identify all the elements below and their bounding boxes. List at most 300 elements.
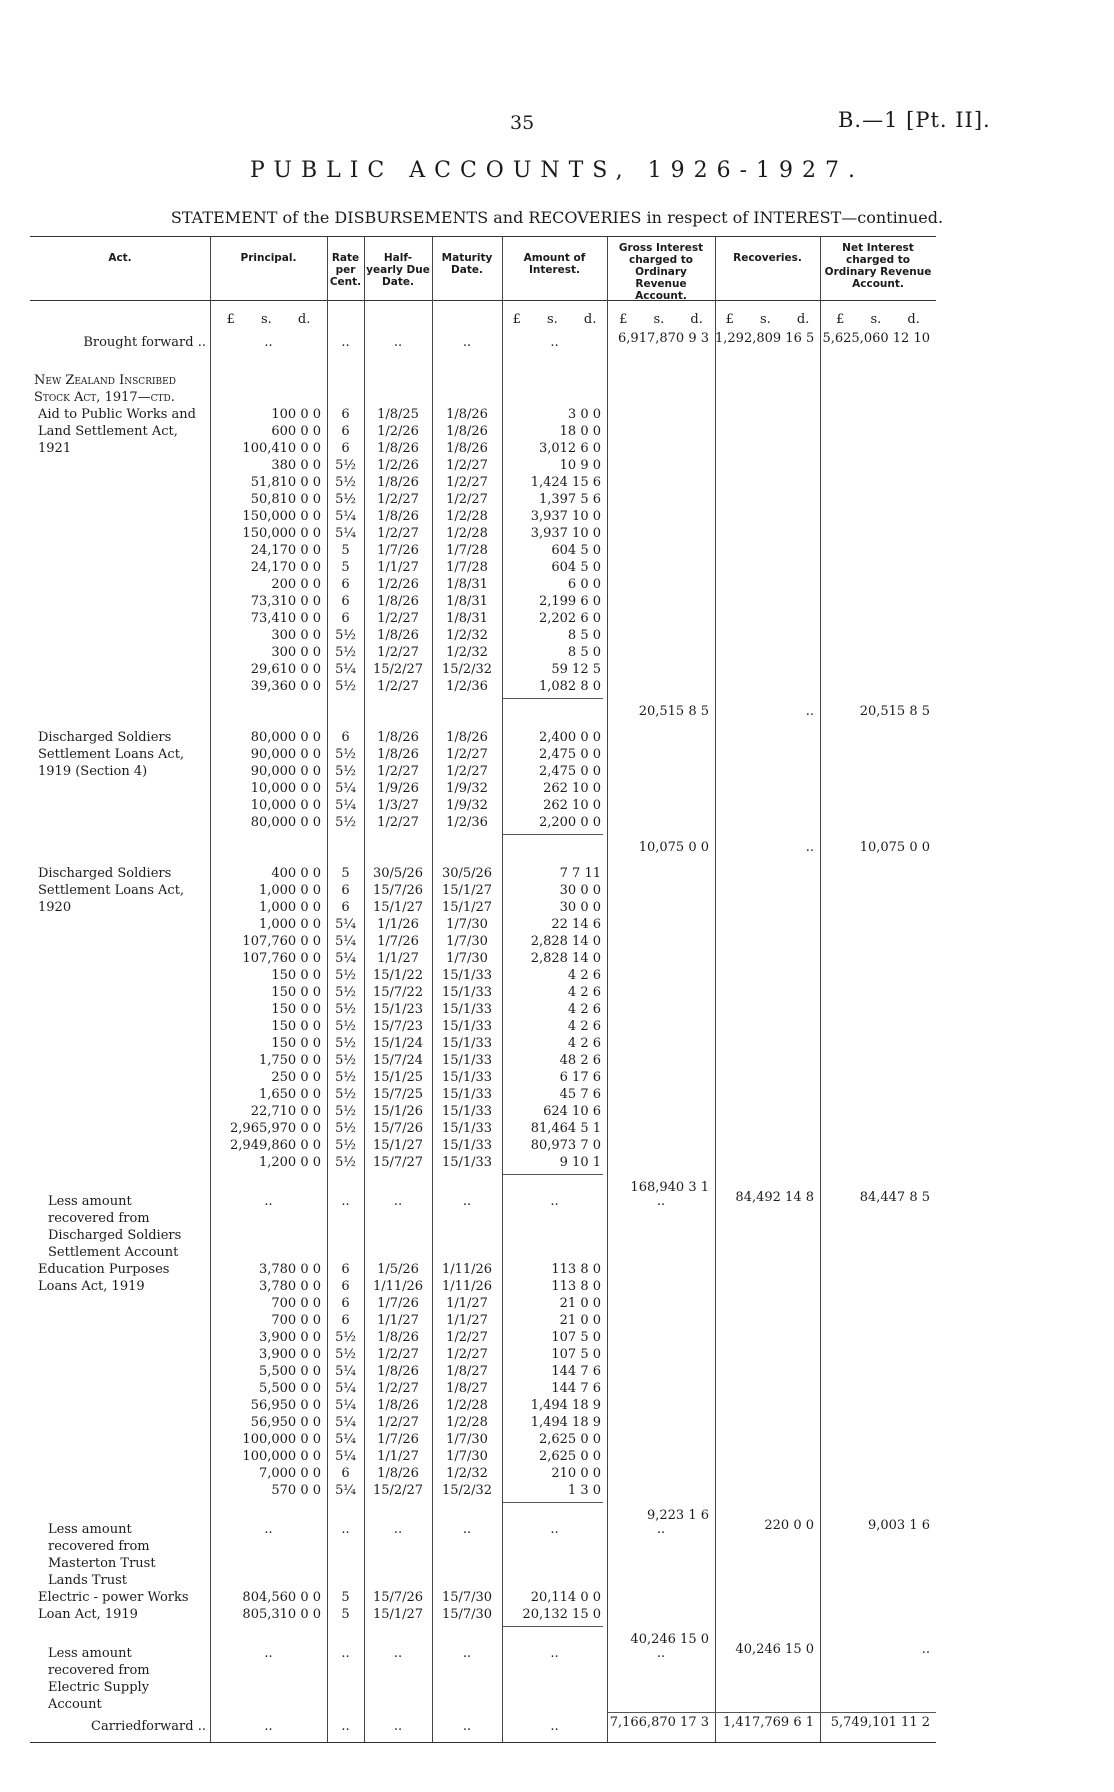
- rate-cell: 6: [341, 441, 350, 456]
- maturity-date-cell: 1/2/36: [446, 679, 488, 694]
- maturity-date-cell: 15/1/33: [441, 1155, 493, 1170]
- interest-amount-cell: 21 0 0: [559, 1313, 601, 1328]
- maturity-date-cell: 15/1/33: [441, 1087, 493, 1102]
- maturity-date-cell: 1/2/27: [446, 475, 488, 490]
- principal-cell: 3,900 0 0: [258, 1347, 321, 1362]
- maturity-date-cell: 1/2/27: [446, 1347, 488, 1362]
- maturity-date-cell: 1/8/27: [446, 1364, 488, 1379]
- less-gross: ..: [656, 1646, 666, 1661]
- due-date-cell: 1/8/26: [377, 1466, 419, 1481]
- due-date-cell: 15/1/26: [372, 1104, 424, 1119]
- principal-cell: 380 0 0: [271, 458, 321, 473]
- maturity-date-cell: 1/7/30: [446, 934, 488, 949]
- less-principal: ..: [264, 1194, 273, 1209]
- due-date-cell: 15/7/26: [372, 1590, 424, 1605]
- page-number: 35: [510, 112, 535, 134]
- maturity-date-cell: 15/1/33: [441, 1138, 493, 1153]
- section-net-interest: ..: [921, 1642, 930, 1657]
- maturity-date-cell: 15/1/27: [441, 883, 493, 898]
- rate-cell: 6: [341, 1313, 350, 1328]
- interest-amount-cell: 1,494 18 9: [530, 1398, 601, 1413]
- principal-cell: 1,000 0 0: [258, 917, 321, 932]
- principal-cell: 1,000 0 0: [258, 883, 321, 898]
- principal-cell: 400 0 0: [271, 866, 321, 881]
- interest-amount-cell: 2,828 14 0: [530, 934, 601, 949]
- section-act-name: Aid to Public Works and Land Settlement Act, 1921: [38, 407, 196, 456]
- principal-cell: 150,000 0 0: [242, 526, 321, 541]
- maturity-date-cell: 15/1/33: [441, 985, 493, 1000]
- less-principal: ..: [264, 1646, 273, 1661]
- principal-cell: 3,780 0 0: [258, 1262, 321, 1277]
- section-gross-interest: 168,940 3 1: [630, 1180, 709, 1195]
- due-date-cell: 1/2/26: [377, 458, 419, 473]
- principal-cell: 804,560 0 0: [242, 1590, 321, 1605]
- maturity-date-cell: 15/1/33: [441, 1002, 493, 1017]
- maturity-date-cell: 15/1/33: [441, 968, 493, 983]
- carried-forward-amount: ..: [550, 1719, 559, 1734]
- due-date-cell: 1/8/26: [377, 1398, 419, 1413]
- interest-amount-cell: 7 7 11: [559, 866, 601, 881]
- section-recoveries: 220 0 0: [764, 1518, 814, 1533]
- principal-cell: 56,950 0 0: [250, 1415, 321, 1430]
- principal-cell: 73,310 0 0: [250, 594, 321, 609]
- rate-cell: 5½: [335, 985, 356, 1000]
- due-date-cell: 15/7/27: [372, 1155, 424, 1170]
- interest-amount-cell: 262 10 0: [543, 781, 601, 796]
- principal-cell: 22,710 0 0: [250, 1104, 321, 1119]
- rate-cell: 6: [341, 1296, 350, 1311]
- rate-cell: 5½: [335, 1087, 356, 1102]
- less-amount: ..: [550, 1522, 559, 1537]
- due-date-cell: 1/5/26: [377, 1262, 419, 1277]
- interest-amount-cell: 48 2 6: [559, 1053, 601, 1068]
- interest-amount-cell: 144 7 6: [551, 1381, 601, 1396]
- due-date-cell: 1/7/26: [377, 1432, 419, 1447]
- principal-cell: 600 0 0: [271, 424, 321, 439]
- brought-forward-due: ..: [393, 335, 403, 350]
- principal-cell: 805,310 0 0: [242, 1607, 321, 1622]
- due-date-cell: 1/1/27: [377, 951, 419, 966]
- interest-amount-cell: 4 2 6: [567, 1019, 601, 1034]
- statement-subtitle: STATEMENT of the DISBURSEMENTS and RECOVERIES in respect of INTEREST—continued.: [170, 208, 944, 227]
- carried-forward-maturity: ..: [462, 1719, 472, 1734]
- carried-forward-label: Carriedforward ..: [91, 1719, 206, 1734]
- rate-cell: 5½: [335, 1053, 356, 1068]
- maturity-date-cell: 1/8/31: [446, 611, 488, 626]
- section-net-interest: 84,447 8 5: [859, 1190, 930, 1205]
- carried-forward-principal: ..: [264, 1719, 273, 1734]
- due-date-cell: 30/5/26: [372, 866, 424, 881]
- rate-cell: 5¼: [335, 1381, 356, 1396]
- interest-amount-cell: 107 5 0: [551, 1330, 601, 1345]
- interest-amount-cell: 30 0 0: [559, 900, 601, 915]
- rate-cell: 5: [341, 560, 350, 575]
- principal-cell: 250 0 0: [271, 1070, 321, 1085]
- principal-cell: 700 0 0: [271, 1313, 321, 1328]
- rate-cell: 6: [341, 424, 350, 439]
- interest-amount-cell: 22 14 6: [551, 917, 601, 932]
- due-date-cell: 1/8/26: [377, 1364, 419, 1379]
- maturity-date-cell: 15/1/33: [441, 1053, 493, 1068]
- less-amount: ..: [550, 1194, 559, 1209]
- less-maturity: ..: [462, 1646, 472, 1661]
- rate-cell: 5½: [335, 1347, 356, 1362]
- interest-amount-cell: 1,424 15 6: [530, 475, 601, 490]
- units-label: £ s. d.: [512, 312, 597, 327]
- due-date-cell: 1/2/27: [377, 526, 419, 541]
- principal-cell: 5,500 0 0: [258, 1381, 321, 1396]
- due-date-cell: 15/7/26: [372, 883, 424, 898]
- carried-forward-recoveries: 1,417,769 6 1: [723, 1715, 814, 1730]
- principal-cell: 100,000 0 0: [242, 1432, 321, 1447]
- rate-cell: 5: [341, 1590, 350, 1605]
- rate-cell: 5½: [335, 492, 356, 507]
- less-due: ..: [393, 1194, 403, 1209]
- due-date-cell: 15/2/27: [372, 1483, 424, 1498]
- maturity-date-cell: 15/1/33: [441, 1121, 493, 1136]
- maturity-date-cell: 1/7/30: [446, 917, 488, 932]
- rate-cell: 5¼: [335, 781, 356, 796]
- less-recovered-label: Less amount recovered from Electric Supply Account: [48, 1646, 150, 1712]
- principal-cell: 107,760 0 0: [242, 934, 321, 949]
- carried-forward-net: 5,749,101 11 2: [830, 1715, 930, 1730]
- interest-amount-cell: 2,828 14 0: [530, 951, 601, 966]
- rate-cell: 5¼: [335, 1483, 356, 1498]
- due-date-cell: 1/9/26: [377, 781, 419, 796]
- interest-amount-cell: 604 5 0: [551, 560, 601, 575]
- rate-cell: 5¼: [335, 509, 356, 524]
- less-maturity: ..: [462, 1522, 472, 1537]
- due-date-cell: 1/7/26: [377, 1296, 419, 1311]
- maturity-date-cell: 1/1/27: [446, 1313, 488, 1328]
- maturity-date-cell: 1/2/28: [446, 1398, 488, 1413]
- principal-cell: 570 0 0: [271, 1483, 321, 1498]
- interest-amount-cell: 6 17 6: [559, 1070, 601, 1085]
- rate-cell: 6: [341, 1262, 350, 1277]
- principal-cell: 100 0 0: [271, 407, 321, 422]
- due-date-cell: 15/2/27: [372, 662, 424, 677]
- interest-amount-cell: 45 7 6: [559, 1087, 601, 1102]
- interest-amount-cell: 3,937 10 0: [530, 509, 601, 524]
- section-act-name: Discharged Soldiers Settlement Loans Act, 1919 (Section 4): [38, 730, 185, 779]
- interest-amount-cell: 3,012 6 0: [538, 441, 601, 456]
- maturity-date-cell: 1/8/27: [446, 1381, 488, 1396]
- subtotal-rule: [502, 1502, 603, 1503]
- rate-cell: 5½: [335, 1036, 356, 1051]
- principal-cell: 3,780 0 0: [258, 1279, 321, 1294]
- principal-cell: 5,500 0 0: [258, 1364, 321, 1379]
- interest-amount-cell: 113 8 0: [551, 1262, 601, 1277]
- interest-amount-cell: 262 10 0: [543, 798, 601, 813]
- interest-amount-cell: 30 0 0: [559, 883, 601, 898]
- column-header-maturity: Maturity Date.: [441, 252, 493, 276]
- rate-cell: 5½: [335, 1155, 356, 1170]
- rate-cell: 5½: [335, 1002, 356, 1017]
- column-header-gross: Gross Interest charged to Ordinary Revenue Account.: [618, 242, 704, 302]
- less-due: ..: [393, 1522, 403, 1537]
- due-date-cell: 15/7/22: [372, 985, 424, 1000]
- rate-cell: 6: [341, 900, 350, 915]
- brought-forward-label: Brought forward ..: [83, 335, 206, 350]
- section-recoveries: ..: [805, 704, 814, 719]
- due-date-cell: 1/8/26: [377, 747, 419, 762]
- subtotal-rule: [502, 1174, 603, 1175]
- section-act-name: Education Purposes Loans Act, 1919: [38, 1262, 170, 1294]
- interest-amount-cell: 1,397 5 6: [538, 492, 601, 507]
- principal-cell: 24,170 0 0: [250, 560, 321, 575]
- maturity-date-cell: 1/2/28: [446, 526, 488, 541]
- due-date-cell: 1/7/26: [377, 934, 419, 949]
- interest-amount-cell: 3 0 0: [567, 407, 601, 422]
- interest-amount-cell: 59 12 5: [551, 662, 601, 677]
- maturity-date-cell: 1/7/28: [446, 543, 488, 558]
- carried-forward-due: ..: [393, 1719, 403, 1734]
- maturity-date-cell: 15/2/32: [441, 662, 493, 677]
- interest-amount-cell: 604 5 0: [551, 543, 601, 558]
- due-date-cell: 1/2/27: [377, 1347, 419, 1362]
- maturity-date-cell: 1/11/26: [441, 1279, 493, 1294]
- maturity-date-cell: 1/2/28: [446, 509, 488, 524]
- rate-cell: 6: [341, 883, 350, 898]
- principal-cell: 107,760 0 0: [242, 951, 321, 966]
- principal-cell: 51,810 0 0: [250, 475, 321, 490]
- less-gross: ..: [656, 1194, 666, 1209]
- due-date-cell: 1/2/26: [377, 577, 419, 592]
- interest-amount-cell: 2,475 0 0: [538, 747, 601, 762]
- carried-forward-rate: ..: [341, 1719, 350, 1734]
- maturity-date-cell: 1/2/27: [446, 492, 488, 507]
- interest-amount-cell: 144 7 6: [551, 1364, 601, 1379]
- maturity-date-cell: 15/1/27: [441, 900, 493, 915]
- rate-cell: 5¼: [335, 917, 356, 932]
- rate-cell: 5½: [335, 1138, 356, 1153]
- section-net-interest: 9,003 1 6: [867, 1518, 930, 1533]
- principal-cell: 7,000 0 0: [258, 1466, 321, 1481]
- rate-cell: 5¼: [335, 1398, 356, 1413]
- principal-cell: 2,965,970 0 0: [230, 1121, 321, 1136]
- maturity-date-cell: 1/2/36: [446, 815, 488, 830]
- rate-cell: 6: [341, 730, 350, 745]
- maturity-date-cell: 1/8/26: [446, 424, 488, 439]
- principal-cell: 2,949,860 0 0: [230, 1138, 321, 1153]
- due-date-cell: 1/8/26: [377, 441, 419, 456]
- total-rule: [607, 1712, 936, 1713]
- rate-cell: 5½: [335, 628, 356, 643]
- due-date-cell: 1/2/27: [377, 679, 419, 694]
- rate-cell: 5½: [335, 968, 356, 983]
- section-net-interest: 10,075 0 0: [859, 840, 930, 855]
- section-act-name: Electric - power Works Loan Act, 1919: [38, 1590, 189, 1622]
- principal-cell: 150,000 0 0: [242, 509, 321, 524]
- maturity-date-cell: 15/1/33: [441, 1036, 493, 1051]
- due-date-cell: 1/8/26: [377, 628, 419, 643]
- due-date-cell: 1/8/26: [377, 509, 419, 524]
- interest-amount-cell: 1 3 0: [567, 1483, 601, 1498]
- due-date-cell: 1/8/26: [377, 594, 419, 609]
- principal-cell: 90,000 0 0: [250, 764, 321, 779]
- principal-cell: 3,900 0 0: [258, 1330, 321, 1345]
- principal-cell: 50,810 0 0: [250, 492, 321, 507]
- maturity-date-cell: 1/2/32: [446, 1466, 488, 1481]
- principal-cell: 80,000 0 0: [250, 815, 321, 830]
- principal-cell: 150 0 0: [271, 1002, 321, 1017]
- interest-amount-cell: 1,494 18 9: [530, 1415, 601, 1430]
- interest-amount-cell: 624 10 6: [543, 1104, 601, 1119]
- header-rule: [30, 300, 936, 301]
- maturity-date-cell: 1/2/32: [446, 645, 488, 660]
- principal-cell: 73,410 0 0: [250, 611, 321, 626]
- interest-amount-cell: 113 8 0: [551, 1279, 601, 1294]
- principal-cell: 1,650 0 0: [258, 1087, 321, 1102]
- column-header-recoveries: Recoveries.: [733, 252, 802, 264]
- principal-cell: 200 0 0: [271, 577, 321, 592]
- maturity-date-cell: 1/7/30: [446, 951, 488, 966]
- interest-amount-cell: 20,132 15 0: [522, 1607, 601, 1622]
- maturity-date-cell: 1/2/27: [446, 747, 488, 762]
- less-maturity: ..: [462, 1194, 472, 1209]
- interest-amount-cell: 10 9 0: [559, 458, 601, 473]
- maturity-date-cell: 1/2/27: [446, 458, 488, 473]
- rate-cell: 6: [341, 407, 350, 422]
- rate-cell: 6: [341, 1466, 350, 1481]
- due-date-cell: 1/8/26: [377, 730, 419, 745]
- column-header-due: Half-yearly Due Date.: [366, 252, 430, 288]
- less-recovered-label: Less amount recovered from Masterton Trust Lands Trust: [48, 1522, 156, 1588]
- table-top-rule: [30, 236, 936, 237]
- rate-cell: 5¼: [335, 1364, 356, 1379]
- interest-amount-cell: 2,400 0 0: [538, 730, 601, 745]
- rate-cell: 5½: [335, 1019, 356, 1034]
- less-rate: ..: [341, 1646, 350, 1661]
- due-date-cell: 15/1/27: [372, 1607, 424, 1622]
- due-date-cell: 15/1/23: [372, 1002, 424, 1017]
- rate-cell: 5¼: [335, 798, 356, 813]
- due-date-cell: 1/3/27: [377, 798, 419, 813]
- interest-amount-cell: 20,114 0 0: [530, 1590, 601, 1605]
- due-date-cell: 15/7/23: [372, 1019, 424, 1034]
- less-principal: ..: [264, 1522, 273, 1537]
- less-due: ..: [393, 1646, 403, 1661]
- rate-cell: 6: [341, 1279, 350, 1294]
- section-gross-interest: 9,223 1 6: [646, 1508, 709, 1523]
- due-date-cell: 15/7/26: [372, 1121, 424, 1136]
- rate-cell: 5: [341, 1607, 350, 1622]
- principal-cell: 300 0 0: [271, 645, 321, 660]
- rate-cell: 5: [341, 866, 350, 881]
- rate-cell: 5¼: [335, 662, 356, 677]
- maturity-date-cell: 15/7/30: [441, 1607, 493, 1622]
- principal-cell: 1,750 0 0: [258, 1053, 321, 1068]
- rate-cell: 5¼: [335, 934, 356, 949]
- interest-amount-cell: 2,199 6 0: [538, 594, 601, 609]
- principal-cell: 150 0 0: [271, 985, 321, 1000]
- due-date-cell: 1/8/26: [377, 1330, 419, 1345]
- maturity-date-cell: 1/2/32: [446, 628, 488, 643]
- interest-table: [30, 236, 936, 1742]
- subtotal-rule: [502, 834, 603, 835]
- maturity-date-cell: 1/8/31: [446, 577, 488, 592]
- brought-forward-amount: ..: [550, 335, 559, 350]
- rate-cell: 5½: [335, 1330, 356, 1345]
- rate-cell: 6: [341, 611, 350, 626]
- brought-forward-rate: ..: [341, 335, 350, 350]
- table-bottom-rule: [30, 1742, 936, 1743]
- due-date-cell: 15/1/27: [372, 900, 424, 915]
- brought-forward-gross: 6,917,870 9 3: [618, 331, 709, 346]
- maturity-date-cell: 30/5/26: [441, 866, 493, 881]
- principal-cell: 10,000 0 0: [250, 781, 321, 796]
- subtotal-rule: [502, 1626, 603, 1627]
- maturity-date-cell: 1/2/27: [446, 764, 488, 779]
- column-header-rate: Rate per Cent.: [329, 252, 362, 288]
- rate-cell: 5½: [335, 747, 356, 762]
- brought-forward-principal: ..: [264, 335, 273, 350]
- due-date-cell: 1/1/27: [377, 560, 419, 575]
- interest-amount-cell: 210 0 0: [551, 1466, 601, 1481]
- due-date-cell: 1/8/25: [377, 407, 419, 422]
- principal-cell: 80,000 0 0: [250, 730, 321, 745]
- maturity-date-cell: 15/1/33: [441, 1070, 493, 1085]
- due-date-cell: 1/7/26: [377, 543, 419, 558]
- brought-forward-recoveries: 1,292,809 16 5: [715, 331, 815, 346]
- interest-amount-cell: 21 0 0: [559, 1296, 601, 1311]
- section-net-interest: 20,515 8 5: [859, 704, 930, 719]
- section-act-name: Discharged Soldiers Settlement Loans Act, 1920: [38, 866, 185, 915]
- interest-amount-cell: 107 5 0: [551, 1347, 601, 1362]
- subtotal-rule: [502, 698, 603, 699]
- rate-cell: 5¼: [335, 526, 356, 541]
- interest-amount-cell: 8 5 0: [567, 645, 601, 660]
- interest-amount-cell: 9 10 1: [559, 1155, 601, 1170]
- principal-cell: 29,610 0 0: [250, 662, 321, 677]
- interest-amount-cell: 81,464 5 1: [530, 1121, 601, 1136]
- due-date-cell: 15/1/25: [372, 1070, 424, 1085]
- column-header-net: Net Interest charged to Ordinary Revenue Account.: [824, 242, 932, 290]
- principal-cell: 150 0 0: [271, 1019, 321, 1034]
- less-rate: ..: [341, 1522, 350, 1537]
- due-date-cell: 1/11/26: [372, 1279, 424, 1294]
- less-gross: ..: [656, 1522, 666, 1537]
- principal-cell: 150 0 0: [271, 1036, 321, 1051]
- due-date-cell: 1/2/27: [377, 764, 419, 779]
- maturity-date-cell: 1/9/32: [446, 781, 488, 796]
- interest-amount-cell: 6 0 0: [567, 577, 601, 592]
- rate-cell: 5¼: [335, 1449, 356, 1464]
- section-gross-interest: 20,515 8 5: [638, 704, 709, 719]
- due-date-cell: 1/1/27: [377, 1449, 419, 1464]
- brought-forward-maturity: ..: [462, 335, 472, 350]
- interest-amount-cell: 2,625 0 0: [538, 1432, 601, 1447]
- maturity-date-cell: 15/7/30: [441, 1590, 493, 1605]
- less-rate: ..: [341, 1194, 350, 1209]
- due-date-cell: 1/2/27: [377, 492, 419, 507]
- maturity-date-cell: 15/1/33: [441, 1019, 493, 1034]
- principal-cell: 1,000 0 0: [258, 900, 321, 915]
- units-label: £ s. d.: [836, 312, 920, 327]
- due-date-cell: 1/2/27: [377, 1415, 419, 1430]
- interest-amount-cell: 2,202 6 0: [538, 611, 601, 626]
- rate-cell: 6: [341, 577, 350, 592]
- due-date-cell: 15/7/25: [372, 1087, 424, 1102]
- units-label: £ s. d.: [226, 312, 311, 327]
- due-date-cell: 15/1/27: [372, 1138, 424, 1153]
- interest-amount-cell: 2,625 0 0: [538, 1449, 601, 1464]
- due-date-cell: 15/1/24: [372, 1036, 424, 1051]
- interest-amount-cell: 4 2 6: [567, 1002, 601, 1017]
- column-header-principal: Principal.: [240, 252, 297, 264]
- interest-amount-cell: 1,082 8 0: [538, 679, 601, 694]
- maturity-date-cell: 1/7/30: [446, 1432, 488, 1447]
